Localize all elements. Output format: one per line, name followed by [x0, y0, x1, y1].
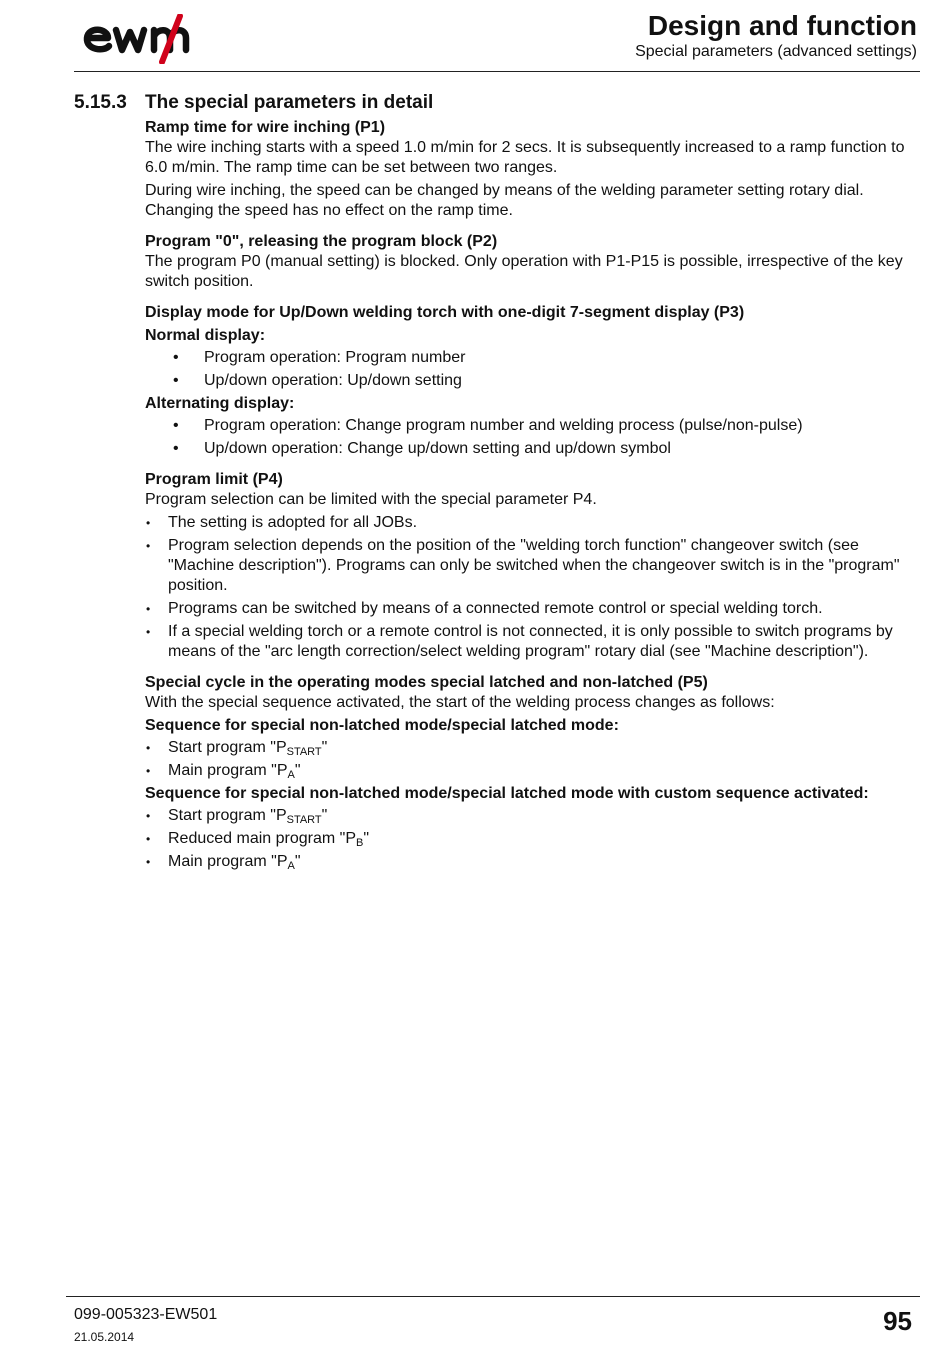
- header-subtitle: Special parameters (advanced settings): [635, 43, 917, 60]
- p3-heading: Display mode for Up/Down welding torch with one-digit 7-segment display (P3): [145, 304, 745, 321]
- p2-heading: Program "0", releasing the program block (P2): [145, 233, 498, 250]
- list-item: • Main program "$P_A$": [145, 852, 920, 872]
- list-item: • Main program "$P_A$": [145, 761, 920, 781]
- document-number: 099-005323-EW501: [74, 1306, 218, 1323]
- list-item: • Start program "$P_{START}$": [145, 806, 920, 826]
- p5-seq1-list: [145, 738, 920, 781]
- p5-seq2-label: Sequence for special non-latched mode/special latched mode with custom sequence activated:: [145, 785, 869, 802]
- list-item: • Up/down operation: Up/down setting: [145, 371, 920, 391]
- p1-paragraph-1: The wire inching starts with a speed 1.0 m/min for 2 secs. It is subsequently increased to a ramp function to 6.0 m/min. The ramp time can be set between two ranges.: [145, 139, 905, 176]
- p3-normal-label: Normal display:: [145, 327, 266, 344]
- list-item: • Program selection depends on the position of the "welding torch function" changeover switch (see "Machine description"). Programs can only be switched when the changeover switch is in the "program" position.: [145, 536, 920, 596]
- page-number: 95: [883, 1306, 912, 1336]
- footer-divider: [66, 1296, 920, 1297]
- list-item: • Program operation: Program number: [145, 348, 920, 368]
- p3-alt-label: Alternating display:: [145, 395, 295, 412]
- list-item: • Program operation: Change program number and welding process (pulse/non-pulse): [145, 416, 920, 436]
- document-date: 21.05.2014: [74, 1330, 135, 1344]
- list-item: • Reduced main program "$P_B$": [145, 829, 920, 849]
- section-heading: [74, 90, 920, 116]
- p5-seq2-list: [145, 806, 920, 872]
- p1-paragraph-2: During wire inching, the speed can be changed by means of the welding parameter setting rotary dial. Changing the speed has no effect on the ramp time.: [145, 182, 864, 219]
- ewm-logo: [82, 14, 212, 64]
- p5-heading: Special cycle in the operating modes special latched and non-latched (P5): [145, 674, 708, 691]
- p5-seq1-label: Sequence for special non-latched mode/special latched mode:: [145, 717, 619, 734]
- list-item: • Up/down operation: Change up/down setting and up/down symbol: [145, 439, 920, 459]
- list-item: • Start program "$P_{START}$": [145, 738, 920, 758]
- p3-alt-list: [145, 416, 920, 459]
- header-divider: [74, 71, 920, 72]
- section-number: 5.15.3: [74, 92, 127, 113]
- header-title: Design and function: [647, 10, 917, 41]
- p4-list: [145, 513, 920, 662]
- p4-paragraph-1: Program selection can be limited with the special parameter P4.: [145, 491, 597, 508]
- p2-paragraph-1: The program P0 (manual setting) is blocked. Only operation with P1-P15 is possible, irrespective of the key switch position.: [145, 253, 903, 290]
- list-item: • The setting is adopted for all JOBs.: [145, 513, 920, 533]
- p5-paragraph-1: With the special sequence activated, the start of the welding process changes as follows:: [145, 694, 775, 711]
- list-item: • Programs can be switched by means of a connected remote control or special welding torch.: [145, 599, 920, 619]
- p4-heading: Program limit (P4): [145, 471, 283, 488]
- p1-heading: Ramp time for wire inching (P1): [145, 119, 386, 136]
- section-title: The special parameters in detail: [145, 92, 434, 113]
- p3-normal-list: [145, 348, 920, 391]
- section-body: [145, 118, 920, 872]
- page-content: [74, 90, 920, 875]
- list-item: • If a special welding torch or a remote control is not connected, it is only possible to switch programs by means of the "arc length correction/select welding program" rotary dial (see "Machine description").: [145, 622, 920, 662]
